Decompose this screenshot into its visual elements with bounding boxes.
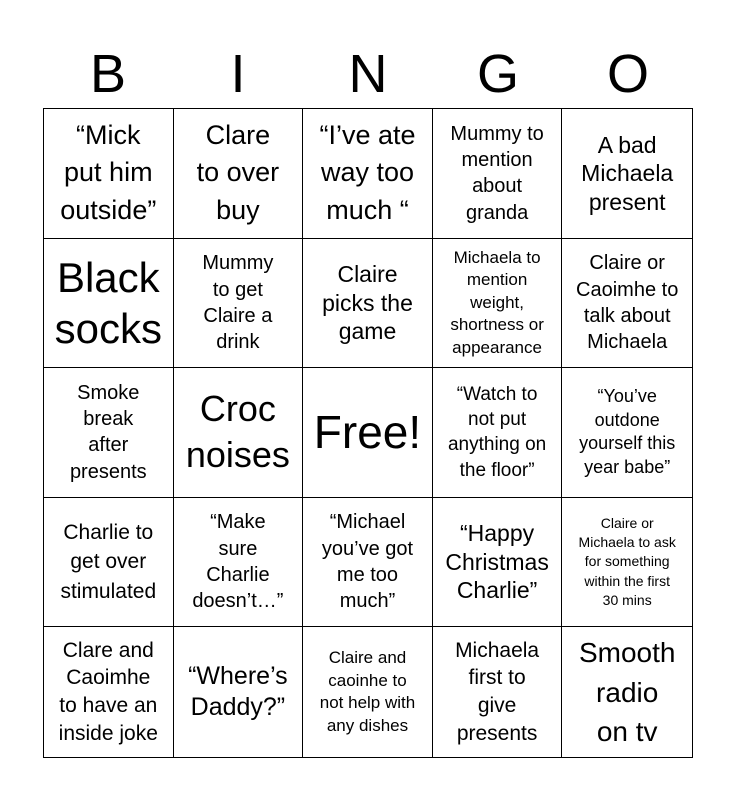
bingo-cell-1-2[interactable]: [174, 109, 304, 239]
bingo-cell-1-5[interactable]: [562, 109, 692, 239]
bingo-cell-2-2[interactable]: [174, 239, 304, 369]
bingo-cell-4-4[interactable]: [433, 498, 563, 628]
free-space-text: Free!: [313, 406, 422, 459]
cell-text: “Happy Christmas Charlie”: [445, 520, 549, 604]
bingo-cell-3-3[interactable]: [303, 368, 433, 498]
cell-text: “Make sure Charlie doesn’t…”: [192, 511, 284, 613]
cell-text: Claire picks the game: [322, 261, 413, 345]
cell-text: Smooth radio on tv: [578, 637, 676, 747]
cell-text: “I’ve ate way too much “: [319, 119, 416, 226]
bingo-cell-3-1[interactable]: [44, 368, 174, 498]
cell-text: Michaela first to give presents: [455, 638, 540, 745]
bingo-cell-3-4[interactable]: [433, 368, 563, 498]
header-letter-b: B: [89, 44, 127, 104]
bingo-cell-2-4[interactable]: [433, 239, 563, 369]
bingo-cell-4-3[interactable]: [303, 498, 433, 628]
bingo-cell-5-4[interactable]: [433, 627, 563, 757]
bingo-cell-1-1[interactable]: [44, 109, 174, 239]
cell-text: Smoke break after presents: [69, 381, 147, 483]
header-letter-n: N: [348, 44, 388, 104]
cell-text: “You’ve outdone yourself this year babe”: [579, 385, 676, 478]
header-letter-g: G: [476, 44, 519, 104]
cell-text: “Mick put him outside”: [60, 119, 157, 226]
cell-text: Mummy to mention about granda: [450, 122, 544, 224]
cell-text: A bad Michaela present: [581, 131, 674, 215]
cell-text: “Watch to not put anything on the floor”: [447, 384, 547, 481]
bingo-cell-5-1[interactable]: [44, 627, 174, 757]
cell-text: Claire or Caoimhe to talk about Michaela: [576, 252, 679, 354]
cell-text: Mummy to get Claire a drink: [202, 252, 274, 354]
bingo-cell-4-2[interactable]: [174, 498, 304, 628]
cell-text: “Michael you’ve got me too much”: [321, 511, 414, 613]
cell-text: Claire and caoinhe to not help with any dishes: [319, 648, 416, 735]
bingo-cell-1-3[interactable]: [303, 109, 433, 239]
bingo-cell-2-5[interactable]: [562, 239, 692, 369]
bingo-cell-3-5[interactable]: [562, 368, 692, 498]
header-letter-o: O: [606, 44, 649, 104]
cell-text: Croc noises: [185, 387, 290, 476]
cell-text: “Where’s Daddy?”: [188, 662, 288, 722]
bingo-board: [43, 108, 693, 758]
bingo-cell-5-3[interactable]: [303, 627, 433, 757]
bingo-cell-4-1[interactable]: [44, 498, 174, 628]
cell-text: Black socks: [54, 253, 162, 352]
bingo-header: [43, 40, 693, 108]
bingo-cell-2-3[interactable]: [303, 239, 433, 369]
cell-text: Michaela to mention weight, shortness or appearance: [450, 247, 544, 357]
cell-text: Clare to over buy: [196, 119, 280, 226]
cell-text: Clare and Caoimhe to have an inside joke: [58, 638, 158, 745]
bingo-cell-5-2[interactable]: [174, 627, 304, 757]
header-letter-i: I: [230, 44, 246, 104]
cell-text: Claire or Michaela to ask for something within the first 30 mins: [578, 514, 676, 609]
bingo-cell-5-5[interactable]: [562, 627, 692, 757]
bingo-cell-1-4[interactable]: [433, 109, 563, 239]
bingo-cell-3-2[interactable]: [174, 368, 304, 498]
bingo-cell-4-5[interactable]: [562, 498, 692, 628]
cell-text: Charlie to get over stimulated: [60, 521, 157, 603]
bingo-cell-2-1[interactable]: [44, 239, 174, 369]
